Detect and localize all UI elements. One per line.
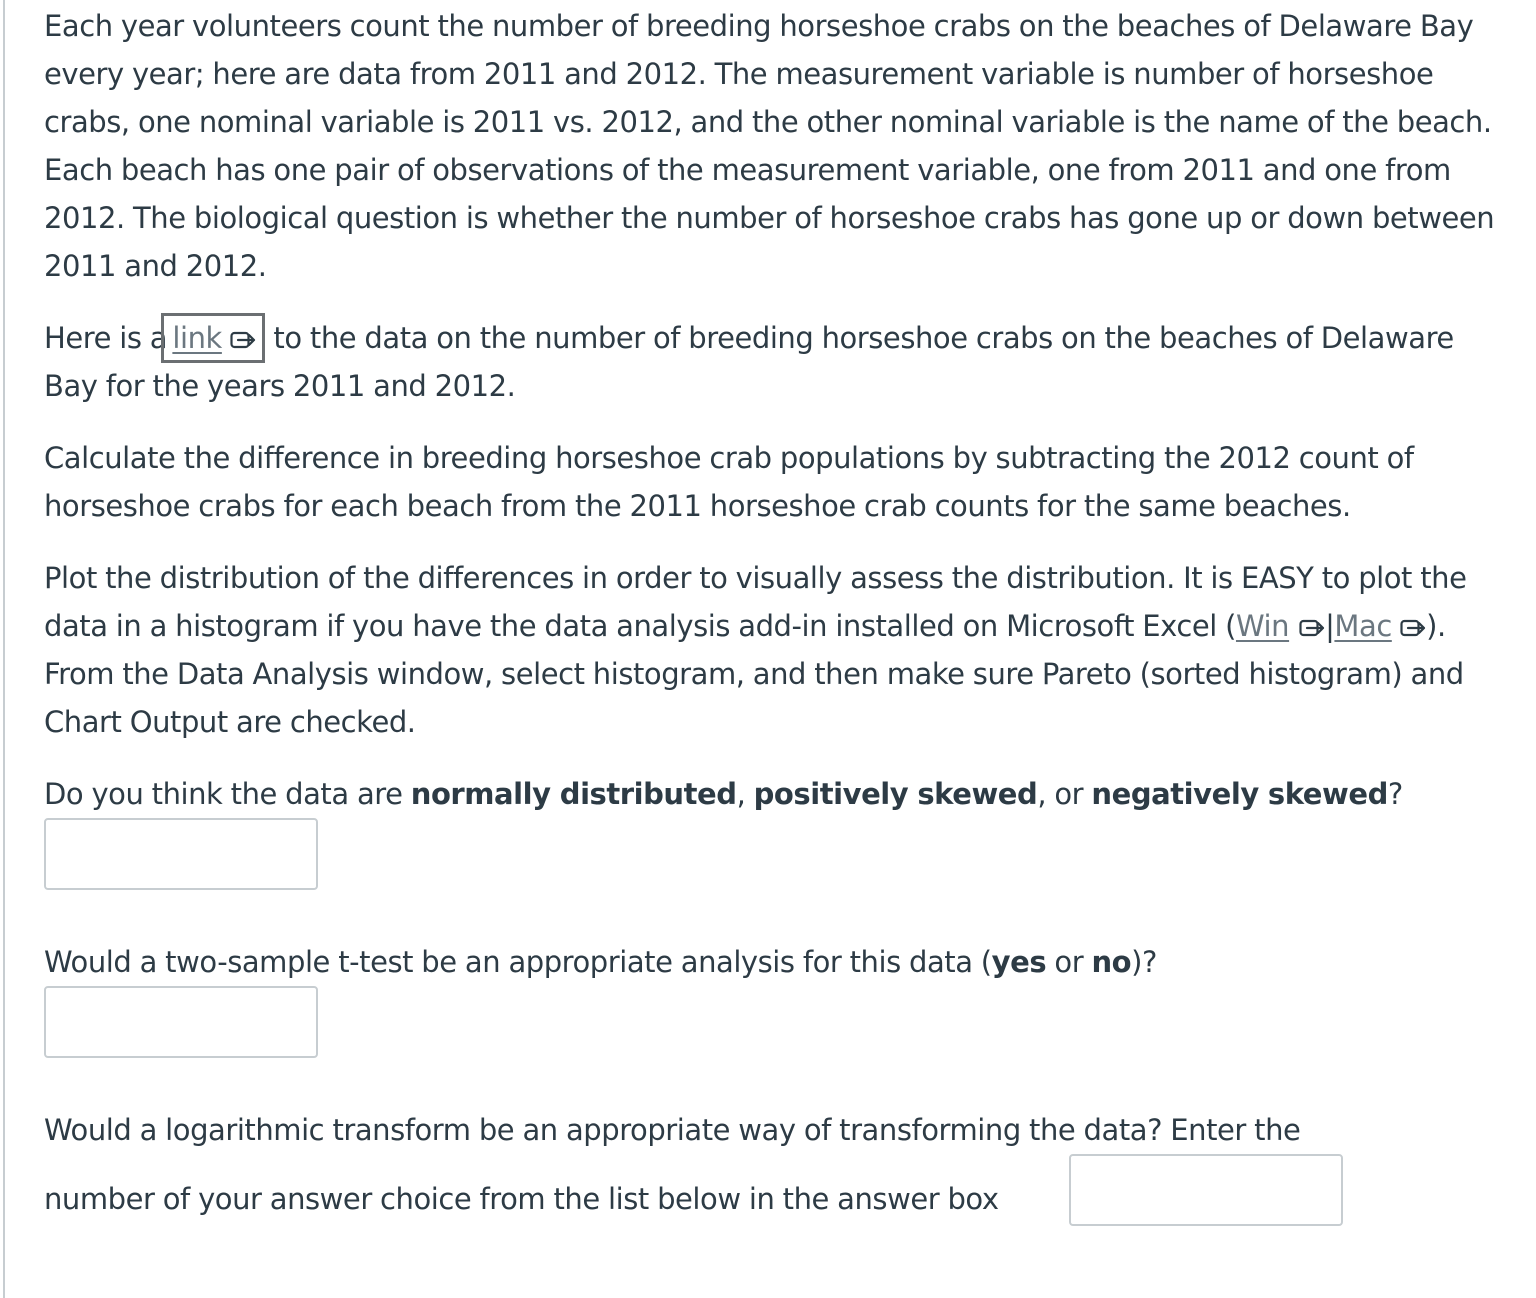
q3-line2: number of your answer choice from the list below in the answer box — [44, 1182, 999, 1216]
link-suffix: to the data on the number of breeding horseshoe crabs on the beaches of Delaware Bay for the years 2011 and 2012. — [44, 321, 1454, 403]
link-separator: | — [1325, 609, 1335, 643]
link-prefix: Here is a — [44, 321, 176, 355]
q3-line1: Would a logarithmic transform be an appropriate way of transforming the data? Enter the — [44, 1113, 1301, 1147]
q1-option-normal: normally distributed — [410, 777, 737, 811]
external-link-icon — [230, 329, 256, 351]
win-link[interactable]: Win — [1235, 609, 1290, 643]
q1-option-negative: negatively skewed — [1091, 777, 1388, 811]
q2-sep: or — [1046, 945, 1092, 979]
distribution-answer-input[interactable] — [44, 818, 318, 890]
mac-link[interactable]: Mac — [1334, 609, 1392, 643]
external-link-icon — [1299, 617, 1325, 639]
ttest-answer-input[interactable] — [44, 986, 318, 1058]
instructions-paragraph: Calculate the difference in breeding horseshoe crab populations by subtracting the 2012 count of horseshoe crabs for each beach from the 2011 horseshoe crab counts for the same beaches. — [44, 441, 1414, 523]
q1-option-positive: positively skewed — [753, 777, 1038, 811]
intro-paragraph: Each year volunteers count the number of breeding horseshoe crabs on the beaches of Delaware Bay every year; here are data from 2011 and 2012. The measurement variable is number of horseshoe crabs, one nominal variable is 2011 vs. 2012, and the other nominal variable is the name of the beach. Each beach has one pair of observations of the measurement variable, one from 2011 and one from 2012. The biological question is whether the number of horseshoe crabs has gone up or down between 2011 and 2012. — [44, 9, 1495, 283]
q1-sep2: , or — [1037, 777, 1092, 811]
q2-prefix: Would a two-sample t-test be an appropriate analysis for this data ( — [44, 945, 992, 979]
q2-suffix: )? — [1131, 945, 1157, 979]
question-distribution — [44, 770, 1504, 818]
link-focus-outline[interactable] — [161, 313, 265, 363]
histogram-text-prefix: Plot the distribution of the differences in order to visually assess the distribution. It is EASY to plot the data in a histogram if you have the data analysis add-in installed on Microsoft Excel ( — [44, 561, 1467, 643]
q2-option-no: no — [1091, 945, 1132, 979]
q2-option-yes: yes — [991, 945, 1047, 979]
q1-prefix: Do you think the data are — [44, 777, 411, 811]
question-ttest — [44, 938, 1504, 986]
data-link-paragraph — [44, 314, 1504, 410]
log-transform-answer-input[interactable] — [1069, 1154, 1343, 1226]
q1-suffix: ? — [1387, 777, 1403, 811]
data-link[interactable]: link — [172, 321, 222, 355]
histogram-paragraph — [44, 554, 1504, 746]
external-link-icon — [1400, 617, 1426, 639]
histogram-text-suffix: ). From the Data Analysis window, select histogram, and then make sure Pareto (sorted histogram) and Chart Output are checked. — [44, 609, 1464, 739]
q1-sep1: , — [736, 777, 754, 811]
